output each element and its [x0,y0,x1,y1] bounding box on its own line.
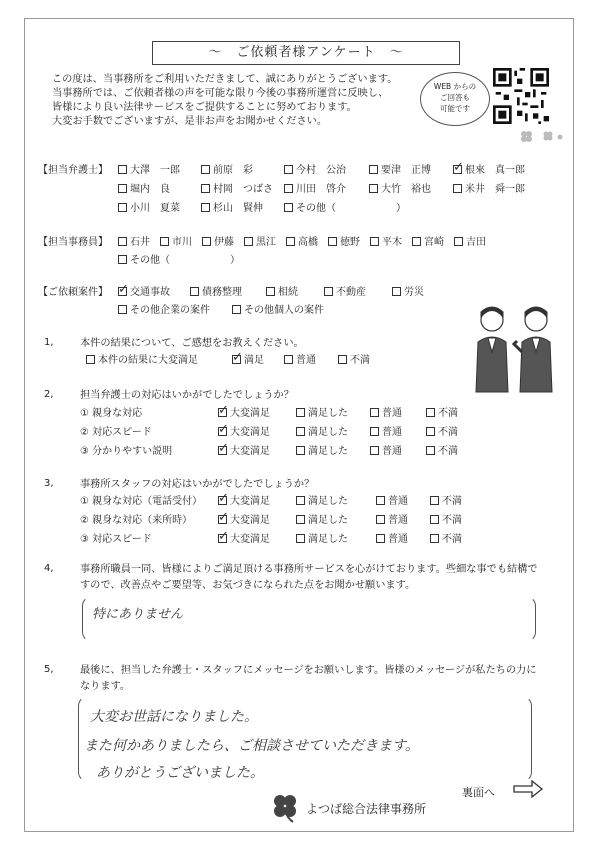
checkbox[interactable] [218,403,229,418]
intro-line: 皆様により良い法律サービスをご提供することに努めております。 [52,102,357,113]
q1-option[interactable] [338,351,370,366]
option-label: 満足した [308,427,348,438]
staff-option[interactable] [370,233,402,248]
check-mark-icon: ✓ [218,422,229,437]
check-mark-icon: ✓ [218,441,229,456]
staff-option[interactable] [118,251,240,266]
checkbox[interactable] [118,255,127,264]
checkbox[interactable] [324,287,333,296]
option-label: 宮崎 [424,237,444,248]
q2-option[interactable] [370,423,402,438]
case-option[interactable] [190,283,242,298]
option-label: 不満 [438,427,458,438]
case-option[interactable] [392,283,424,298]
staff-option[interactable] [160,233,192,248]
checkbox[interactable] [218,441,229,456]
case-option[interactable] [118,301,210,316]
option-label: 満足した [308,515,348,526]
check-mark-icon: ✓ [218,510,229,525]
question-1-text: 本件の結果について、ご感想をお教えください。 [80,338,304,349]
option-label: 前原 彩 [213,165,253,176]
staff-option[interactable] [328,233,360,248]
check-mark-icon: ✓ [218,491,229,506]
option-label: 不満 [350,355,370,366]
lawyer-option[interactable] [453,161,525,176]
case-option[interactable] [118,283,170,298]
option-label: 要津 正博 [381,165,431,176]
case-option[interactable] [232,301,324,316]
q2-option[interactable] [218,423,270,438]
q2-option[interactable] [218,404,270,419]
staff-option[interactable] [202,233,234,248]
option-label: 米井 舜一郎 [465,184,525,195]
option-label: 不満 [438,408,458,419]
checkbox[interactable] [118,237,127,246]
staff-illustration [462,300,566,400]
option-label: 杉山 賢伸 [213,203,263,214]
lawyer-option[interactable] [118,180,170,195]
question-number: 3, [44,478,54,489]
lawyer-option[interactable] [453,180,525,195]
checkbox[interactable] [370,446,379,455]
checkbox[interactable] [370,408,379,417]
option-label: 伊藤 [214,237,234,248]
answer-4-handwriting: 特にありません [92,607,184,622]
checkbox[interactable] [392,287,401,296]
option-label: 根來 真一郎 [465,165,525,176]
q3-option[interactable] [430,492,462,507]
option-label: 大変満足 [230,408,270,419]
lawyer-option[interactable] [201,180,273,195]
checkbox[interactable] [286,237,295,246]
q2-option[interactable] [426,423,458,438]
checkbox[interactable] [453,160,464,175]
next-page-label: 裏面へ [462,786,495,799]
option-label: 村岡 つばさ [213,184,273,195]
option-label: 堀内 良 [130,184,170,195]
q2-item-label: ② 対応スピード [80,427,152,438]
bubble-line: 可能です [440,104,470,113]
option-label: 満足した [308,446,348,457]
option-label: 高橋 [298,237,318,248]
checkbox[interactable] [232,350,243,365]
option-label: 市川 [172,237,192,248]
page-title: ～ ご依頼者様アンケート ～ [152,41,460,65]
option-label: 徳野 [340,237,360,248]
checkbox[interactable] [118,165,127,174]
option-label: 大変満足 [230,496,270,507]
checkbox[interactable] [376,515,385,524]
q2-option[interactable] [426,442,458,457]
checkbox[interactable] [296,427,305,436]
q2-option[interactable] [296,423,348,438]
checkbox[interactable] [453,184,462,193]
checkbox[interactable] [160,237,169,246]
answer-5-line: ありがとうございました。 [96,765,264,781]
q2-option[interactable] [296,404,348,419]
question-4-text-line1: 事務所職員一同、皆様によりご満足頂ける事務所サービスを心がけております。些細な事でも結構で [80,564,538,575]
staff-option[interactable] [412,233,444,248]
checkbox[interactable] [296,534,305,543]
option-label: 吉田 [466,237,486,248]
case-option[interactable] [324,283,366,298]
option-label: その他企業の案件 [130,305,210,316]
q3-option[interactable] [376,492,408,507]
option-label: 不満 [438,446,458,457]
option-label: 相続 [278,287,298,298]
question-2-text: 担当弁護士の対応はいかがでしたでしょうか？ [80,390,294,401]
option-label: 満足した [308,496,348,507]
q2-item-label: ③ 分かりやすい説明 [80,446,173,457]
q1-option[interactable] [232,351,264,366]
checkbox[interactable] [296,515,305,524]
question-number: 1, [44,337,54,348]
lawyer-option[interactable] [118,161,180,176]
checkbox[interactable] [218,510,229,525]
option-label: 大竹 裕也 [381,184,431,195]
checkbox[interactable] [376,496,385,505]
checkbox[interactable] [426,427,435,436]
q3-option[interactable] [430,511,462,526]
bubble-line: ご回答も [440,93,470,102]
staff-option[interactable] [454,233,486,248]
answer-5-line: また何かありましたら、ご相談させていただきます。 [84,738,419,754]
question-4-text-line2: すので、改善点やご要望等、お気づきになられた点をお聞かせ願います。 [80,580,416,591]
checkbox[interactable] [284,355,293,364]
q2-option[interactable] [218,442,270,457]
option-label: その他（ ） [130,255,240,266]
q2-option[interactable] [370,442,402,457]
checkbox[interactable] [426,446,435,455]
checkbox[interactable] [284,184,293,193]
checkbox[interactable] [202,237,211,246]
checkbox[interactable] [369,165,378,174]
checkbox[interactable] [86,355,95,364]
option-label: 交通事故 [130,287,170,298]
intro-line: 大変お手数でございますが、是非お声をお聞かせください。 [52,116,328,127]
checkbox[interactable] [370,237,379,246]
web-answer-bubble [420,72,490,126]
q3-option[interactable] [296,511,348,526]
checkbox[interactable] [218,422,229,437]
option-label: その他個人の案件 [244,305,324,316]
checkbox[interactable] [118,184,127,193]
lawyer-option[interactable] [369,161,431,176]
question-number: 4, [44,563,54,574]
checkbox[interactable] [430,534,439,543]
lawyer-option[interactable] [201,199,263,214]
checkbox[interactable] [218,491,229,506]
option-label: 普通 [388,515,408,526]
lawyer-option[interactable] [284,161,346,176]
option-label: 大変満足 [230,427,270,438]
option-label: 大変満足 [230,534,270,545]
staff-option[interactable] [286,233,318,248]
q3-item-label: ② 親身な対応（来所時） [80,515,193,526]
option-label: 石井 [130,237,150,248]
q3-option[interactable] [296,530,348,545]
lawyer-section-label: 【担当弁護士】 [38,165,108,176]
question-number: 5, [44,664,54,675]
checkbox[interactable] [190,287,199,296]
checkbox[interactable] [266,287,275,296]
checkbox[interactable] [412,237,421,246]
q1-option[interactable] [284,351,316,366]
checkbox[interactable] [284,165,293,174]
option-label: 普通 [382,408,402,419]
intro-line: この度は、当事務所をご利用いただきまして、誠にありがとうございます。 [52,74,398,85]
checkbox[interactable] [328,237,337,246]
question-number: 2, [44,389,54,400]
option-label: 満足した [308,408,348,419]
staff-option[interactable] [244,233,276,248]
check-mark-icon: ✓ [218,529,229,544]
option-label: 普通 [296,355,316,366]
option-label: 普通 [382,427,402,438]
bubble-line: WEB からの [433,82,477,91]
q3-option[interactable] [376,511,408,526]
arrow-right-icon [512,780,544,798]
checkbox[interactable] [296,496,305,505]
checkbox[interactable] [218,529,229,544]
option-label: 大変満足 [230,515,270,526]
option-label: 不満 [442,496,462,507]
checkbox[interactable] [201,165,210,174]
checkbox[interactable] [296,408,305,417]
checkbox[interactable] [118,203,127,212]
option-label: 黒江 [256,237,276,248]
option-label: 今村 公治 [296,165,346,176]
q2-item-label: ① 親身な対応 [80,408,143,419]
checkbox[interactable] [430,515,439,524]
question-5-text-line2: なります。 [80,681,131,692]
option-label: 大変満足 [230,446,270,457]
staff-option[interactable] [118,233,150,248]
option-label: 不満 [442,515,462,526]
q2-option[interactable] [370,404,402,419]
option-label: 大澤 一郎 [130,165,180,176]
option-label: 満足した [308,534,348,545]
check-mark-icon: ✓ [232,350,243,365]
case-option[interactable] [266,283,298,298]
checkbox[interactable] [244,237,253,246]
q2-option[interactable] [296,442,348,457]
option-label: 債務整理 [202,287,242,298]
option-label: その他（ ） [296,203,406,214]
lawyer-option[interactable] [118,199,180,214]
clover-logo-icon [268,790,302,824]
checkbox[interactable] [338,355,347,364]
checkbox[interactable] [296,446,305,455]
check-mark-icon: ✓ [118,282,129,297]
checkbox[interactable] [426,408,435,417]
lawyer-option[interactable] [284,199,406,214]
q1-option[interactable] [86,351,198,366]
checkbox[interactable] [370,427,379,436]
option-label: 満足 [244,355,264,366]
option-label: 普通 [388,534,408,545]
lawyer-option[interactable] [201,161,253,176]
checkbox[interactable] [369,184,378,193]
case-section-label: 【ご依頼案件】 [38,287,108,298]
answer-5-line: 大変お世話になりました。 [90,709,258,725]
q3-option[interactable] [430,530,462,545]
staff-section-label: 【担当事務員】 [38,237,108,248]
option-label: 本件の結果に大変満足 [98,355,198,366]
option-label: 平木 [382,237,402,248]
question-3-text: 事務所スタッフの対応はいかがでしたでしょうか？ [80,479,315,490]
intro-text [52,73,432,129]
q3-option[interactable] [218,530,270,545]
checkbox[interactable] [232,305,241,314]
lawyer-option[interactable] [369,180,431,195]
checkbox[interactable] [284,203,293,212]
check-mark-icon: ✓ [218,403,229,418]
option-label: 小川 夏菜 [130,203,180,214]
checkbox[interactable] [118,305,127,314]
intro-line: 当事務所では、ご依頼者様の声を可能な限り今後の事務所運営に反映し、 [52,88,389,99]
option-label: 労災 [404,287,424,298]
q2-option[interactable] [426,404,458,419]
option-label: 川田 啓介 [296,184,346,195]
option-label: 普通 [382,446,402,457]
q3-option[interactable] [296,492,348,507]
checkbox[interactable] [201,184,210,193]
checkbox[interactable] [454,237,463,246]
option-label: 不満 [442,534,462,545]
q3-option[interactable] [218,511,270,526]
checkbox[interactable] [376,534,385,543]
checkbox[interactable] [201,203,210,212]
q3-option[interactable] [218,492,270,507]
lawyer-option[interactable] [284,180,346,195]
check-mark-icon: ✓ [453,160,464,175]
q3-option[interactable] [376,530,408,545]
firm-name: よつば総合法律事務所 [306,802,427,816]
checkbox[interactable] [118,282,129,297]
clover-decoration-icon [516,128,566,146]
q3-item-label: ③ 対応スピード [80,534,152,545]
q3-item-label: ① 親身な対応（電話受付） [80,496,203,507]
question-5-text-line1: 最後に、担当した弁護士・スタッフにメッセージをお願いします。皆様のメッセージが私たちの力に [80,665,537,676]
option-label: 普通 [388,496,408,507]
option-label: 不動産 [336,287,366,298]
qr-code-icon[interactable] [493,68,549,124]
checkbox[interactable] [430,496,439,505]
